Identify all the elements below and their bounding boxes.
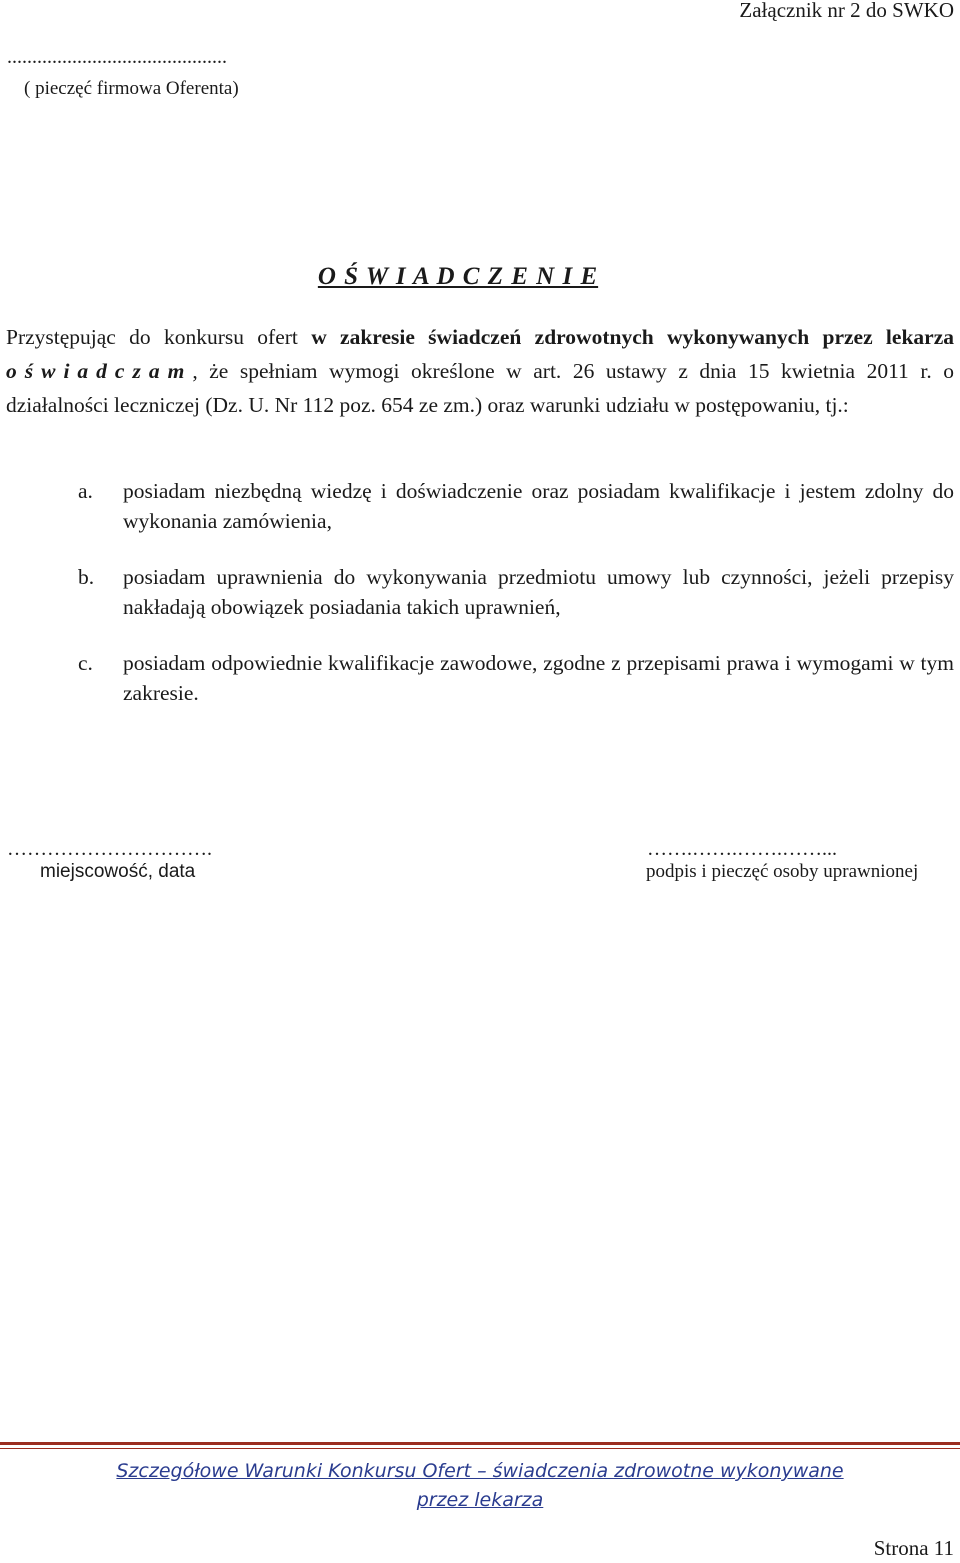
intro-text-bold: w zakresie świadczeń zdrowotnych wykonywanych przez lekarza <box>311 325 954 349</box>
signature-label: podpis i pieczęć osoby uprawnionej <box>646 861 919 882</box>
stamp-placeholder-dots: ............................................ <box>7 46 227 68</box>
list-item-text: posiadam niezbędną wiedzę i doświadczenie oraz posiadam kwalifikacje i jestem zdolny do wykonania zamówienia, <box>123 479 954 533</box>
signature-dots: …….…….…….……... <box>647 838 837 860</box>
list-item-text: posiadam uprawnienia do wykonywania przedmiotu umowy lub czynności, jeżeli przepisy nakładają obowiązek posiadania takich uprawnień, <box>123 565 954 619</box>
place-date-label: miejscowość, data <box>40 861 196 882</box>
footer-divider-thin <box>0 1448 960 1449</box>
footer-divider <box>0 1442 960 1445</box>
list-item <box>78 648 954 708</box>
intro-text-1: Przystępując do konkursu ofert <box>6 325 312 349</box>
list-marker: b. <box>78 565 95 589</box>
list-marker: a. <box>78 479 93 503</box>
footer-line-2: przez lekarza <box>416 1489 544 1511</box>
footer-line-1: Szczegółowe Warunki Konkursu Ofert – świadczenia zdrowotne wykonywane <box>116 1460 844 1482</box>
conditions-list <box>78 476 954 734</box>
footer-title <box>0 1457 960 1515</box>
annex-label: Załącznik nr 2 do SWKO <box>739 0 954 22</box>
place-date-dots: …………………………. <box>7 838 212 860</box>
document-title: O Ś W I A D C Z E N I E <box>317 263 599 290</box>
list-marker: c. <box>78 651 93 675</box>
intro-paragraph <box>6 320 954 422</box>
intro-text-declare: oświadczam <box>6 359 193 383</box>
list-item <box>78 476 954 536</box>
list-item-text: posiadam odpowiednie kwalifikacje zawodowe, zgodne z przepisami prawa i wymogami w tym zakresie. <box>123 651 954 705</box>
intro-text-2: , że spełniam wymogi określone w art. 26 ustawy z dnia 15 kwietnia 2011 r. o działalności leczniczej (Dz. U. Nr 112 poz. 654 ze zm.) oraz warunki udziału w postępowaniu, tj.: <box>6 359 954 417</box>
stamp-label: ( pieczęć firmowa Oferenta) <box>24 78 239 99</box>
page-number: Strona 11 <box>873 1536 954 1560</box>
list-item <box>78 562 954 622</box>
